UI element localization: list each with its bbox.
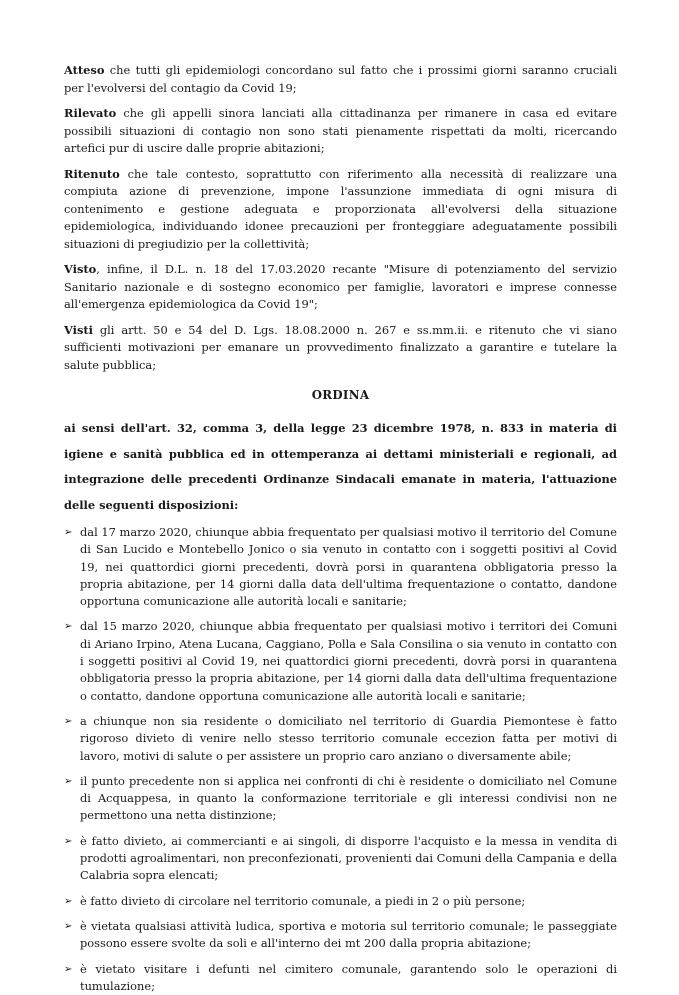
list-item-text: è vietata qualsiasi attività ludica, sportiva e motoria sul territorio comunale; le passeggiate possono essere svolte da soli e all'interno dei mt 200 dalla propria abitazione; xyxy=(80,918,617,951)
arrow-bullet-icon: ➢ xyxy=(64,920,73,932)
paragraph-atteso xyxy=(64,62,617,97)
ordina-heading: ORDINA xyxy=(311,388,370,402)
provisions-list xyxy=(64,524,617,995)
paragraph-text: che gli appelli sinora lanciati alla cittadinanza per rimanere in casa ed evitare possibili situazioni di contagio non sono stati pienamente rispettati da molti, ricercando artefici pur di uscire dalle proprie abitazioni; xyxy=(64,106,617,155)
arrow-bullet-icon: ➢ xyxy=(64,895,73,907)
list-item xyxy=(64,833,617,885)
list-item xyxy=(64,893,617,910)
arrow-bullet-icon: ➢ xyxy=(64,621,73,633)
list-item xyxy=(64,713,617,765)
list-item-text: il punto precedente non si applica nei confronti di chi è residente o domiciliato nel Comune di Acquappesa, in quanto la conformazione territoriale e gli interessi condivisi non ne permettono una netta distinzione; xyxy=(80,773,617,823)
list-item-text: a chiunque non sia residente o domiciliato nel territorio di Guardia Piemontese è fatto rigoroso divieto di venire nello stesso territorio comunale eccezion fatta per motivi di lavoro, motivi di salute o per assistere un proprio caro anziano o diversamente abile; xyxy=(80,713,617,763)
paragraph-text: , infine, il D.L. n. 18 del 17.03.2020 recante "Misure di potenziamento del servizio Sanitario nazionale e di sostegno economico per famiglie, lavoratori e imprese connesse all'emergenza epidemiologica da Covid 19"; xyxy=(64,262,617,311)
paragraph-text: che tutti gli epidemiologi concordano sul fatto che i prossimi giorni saranno cruciali per l'evolversi del contagio da Covid 19; xyxy=(64,63,617,95)
paragraph-ritenuto xyxy=(64,166,617,254)
paragraph-lead: Rilevato xyxy=(64,106,117,120)
paragraph-rilevato xyxy=(64,105,617,158)
list-item xyxy=(64,773,617,825)
paragraph-lead: Visto xyxy=(64,262,97,276)
arrow-bullet-icon: ➢ xyxy=(64,527,73,538)
list-item-text: dal 15 marzo 2020, chiunque abbia frequentato per qualsiasi motivo i territori dei Comuni di Ariano Irpino, Atena Lucana, Caggiano, Polla e Sala Consilina o sia venuto in contatto con i soggetti positivi al Covid 19, nei quattordici giorni precedenti, dovrà porsi in quarantena obbligatoria presso la propria abitazione, per 14 giorni dalla data dell'ultima frequentazione o contatto, dandone opportuna comunicazione alle autorità locali e sanitarie; xyxy=(80,619,617,703)
list-item xyxy=(64,918,617,953)
paragraph-text: che tale contesto, soprattutto con riferimento alla necessità di realizzare una compiuta azione di prevenzione, impone l'assunzione immediata di ogni misura di contenimento e gestione adeguata e proporzionata all'evolversi della situazione epidemiologica, individuando idonee precauzioni per fronteggiare adeguatamente possibili situazioni di pregiudizio per la collettività; xyxy=(64,166,617,251)
arrow-bullet-icon: ➢ xyxy=(64,835,73,847)
list-item-text: è vietato visitare i defunti nel cimitero comunale, garantendo solo le operazioni di tumulazione; xyxy=(80,961,617,993)
paragraph-lead: Visti xyxy=(64,322,93,337)
paragraph-visto xyxy=(64,261,617,314)
considerations xyxy=(64,62,617,374)
list-item xyxy=(64,524,617,610)
paragraph-visti xyxy=(64,322,617,375)
arrow-bullet-icon: ➢ xyxy=(64,775,73,787)
arrow-bullet-icon: ➢ xyxy=(64,963,73,975)
paragraph-text: gli artt. 50 e 54 del D. Lgs. 18.08.2000 n. 267 e ss.mm.ii. e ritenuto che vi siano sufficienti motivazioni per emanare un provvedimento finalizzato a garantire e tutelare la salute pubblica; xyxy=(64,322,617,372)
list-item-text: è fatto divieto, ai commercianti e ai singoli, di disporre l'acquisto e la messa in vendita di prodotti agroalimentari, non preconfezionati, provenienti dai Comuni della Campania e della Calabria sopra elencati; xyxy=(80,833,617,883)
ordinance-preamble: ai sensi dell'art. 32, comma 3, della legge 23 dicembre 1978, n. 833 in materia di igiene e sanità pubblica ed in ottemperanza ai dettami ministeriali e regionali, ad integrazione delle precedenti Ordinanze Sindacali emanate in materia, l'attuazione delle seguenti disposizioni: xyxy=(64,421,617,512)
paragraph-lead: Atteso xyxy=(64,63,105,77)
paragraph-lead: Ritenuto xyxy=(64,166,120,181)
list-item-text: dal 17 marzo 2020, chiunque abbia frequentato per qualsiasi motivo il territorio del Comune di San Lucido e Montebello Jonico o sia venuto in contatto con i soggetti positivi al Covid 19, nei quattordici giorni precedenti, dovrà porsi in quarantena obbligatoria presso la propria abitazione, per 14 giorni dalla data dell'ultima frequentazione o contatto, dandone opportuna comunicazione alle autorità locali e sanitarie; xyxy=(80,525,617,609)
list-item xyxy=(64,961,617,995)
list-item xyxy=(64,618,617,704)
list-item-text: è fatto divieto di circolare nel territorio comunale, a piedi in 2 o più persone; xyxy=(80,893,526,908)
arrow-bullet-icon: ➢ xyxy=(64,715,73,727)
